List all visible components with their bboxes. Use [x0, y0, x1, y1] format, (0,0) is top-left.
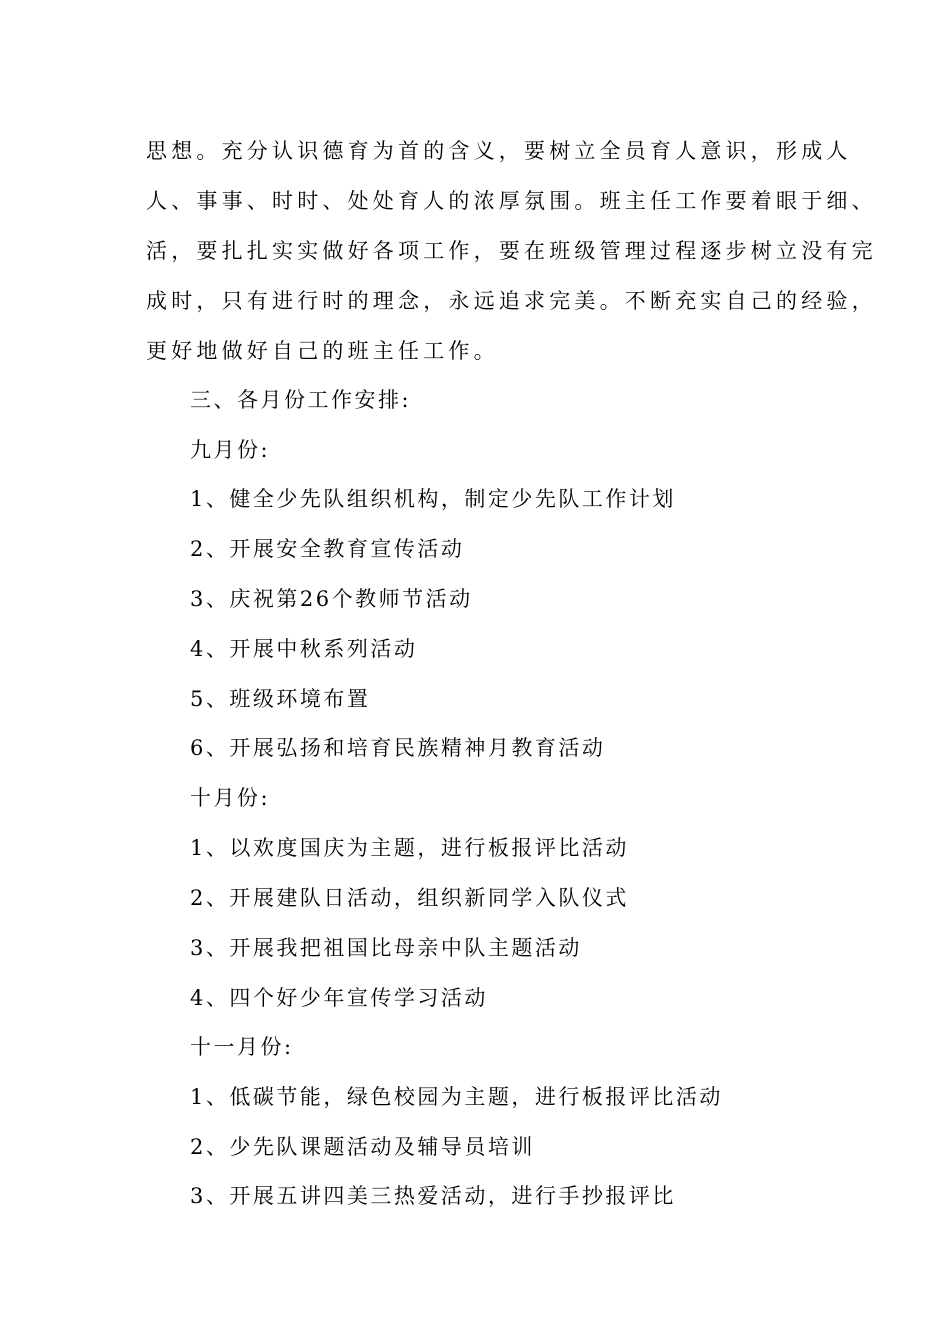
list-item: 1、以欢度国庆为主题，进行板报评比活动: [190, 836, 629, 860]
month-heading-november: 十一月份:: [190, 1035, 294, 1059]
section-heading: 三、各月份工作安排:: [190, 388, 412, 412]
paragraph-line: 成时，只有进行时的理念，永远追求完美。不断充实自己的经验，: [146, 289, 877, 313]
list-item: 6、开展弘扬和培育民族精神月教育活动: [190, 736, 606, 760]
list-item: 1、健全少先队组织机构，制定少先队工作计划: [190, 487, 676, 511]
list-item: 3、开展五讲四美三热爱活动，进行手抄报评比: [190, 1184, 676, 1208]
paragraph-line: 思想。充分认识德育为首的含义，要树立全员育人意识，形成人: [146, 139, 852, 163]
paragraph-line: 活，要扎扎实实做好各项工作，要在班级管理过程逐步树立没有完: [146, 239, 877, 263]
list-item: 4、开展中秋系列活动: [190, 637, 418, 661]
month-heading-september: 九月份:: [190, 438, 271, 462]
list-item: 2、少先队课题活动及辅导员培训: [190, 1135, 535, 1159]
list-item: 5、班级环境布置: [190, 687, 371, 711]
list-item: 3、开展我把祖国比母亲中队主题活动: [190, 936, 582, 960]
list-item: 2、开展安全教育宣传活动: [190, 537, 465, 561]
paragraph-line: 人、事事、时时、处处育人的浓厚氛围。班主任工作要着眼于细、: [146, 189, 877, 213]
list-item: 1、低碳节能，绿色校园为主题，进行板报评比活动: [190, 1085, 723, 1109]
list-item: 4、四个好少年宣传学习活动: [190, 986, 488, 1010]
paragraph-line: 更好地做好自己的班主任工作。: [146, 339, 499, 363]
month-heading-october: 十月份:: [190, 786, 271, 810]
list-item: 3、庆祝第26个教师节活动: [190, 587, 473, 611]
list-item: 2、开展建队日活动，组织新同学入队仪式: [190, 886, 629, 910]
